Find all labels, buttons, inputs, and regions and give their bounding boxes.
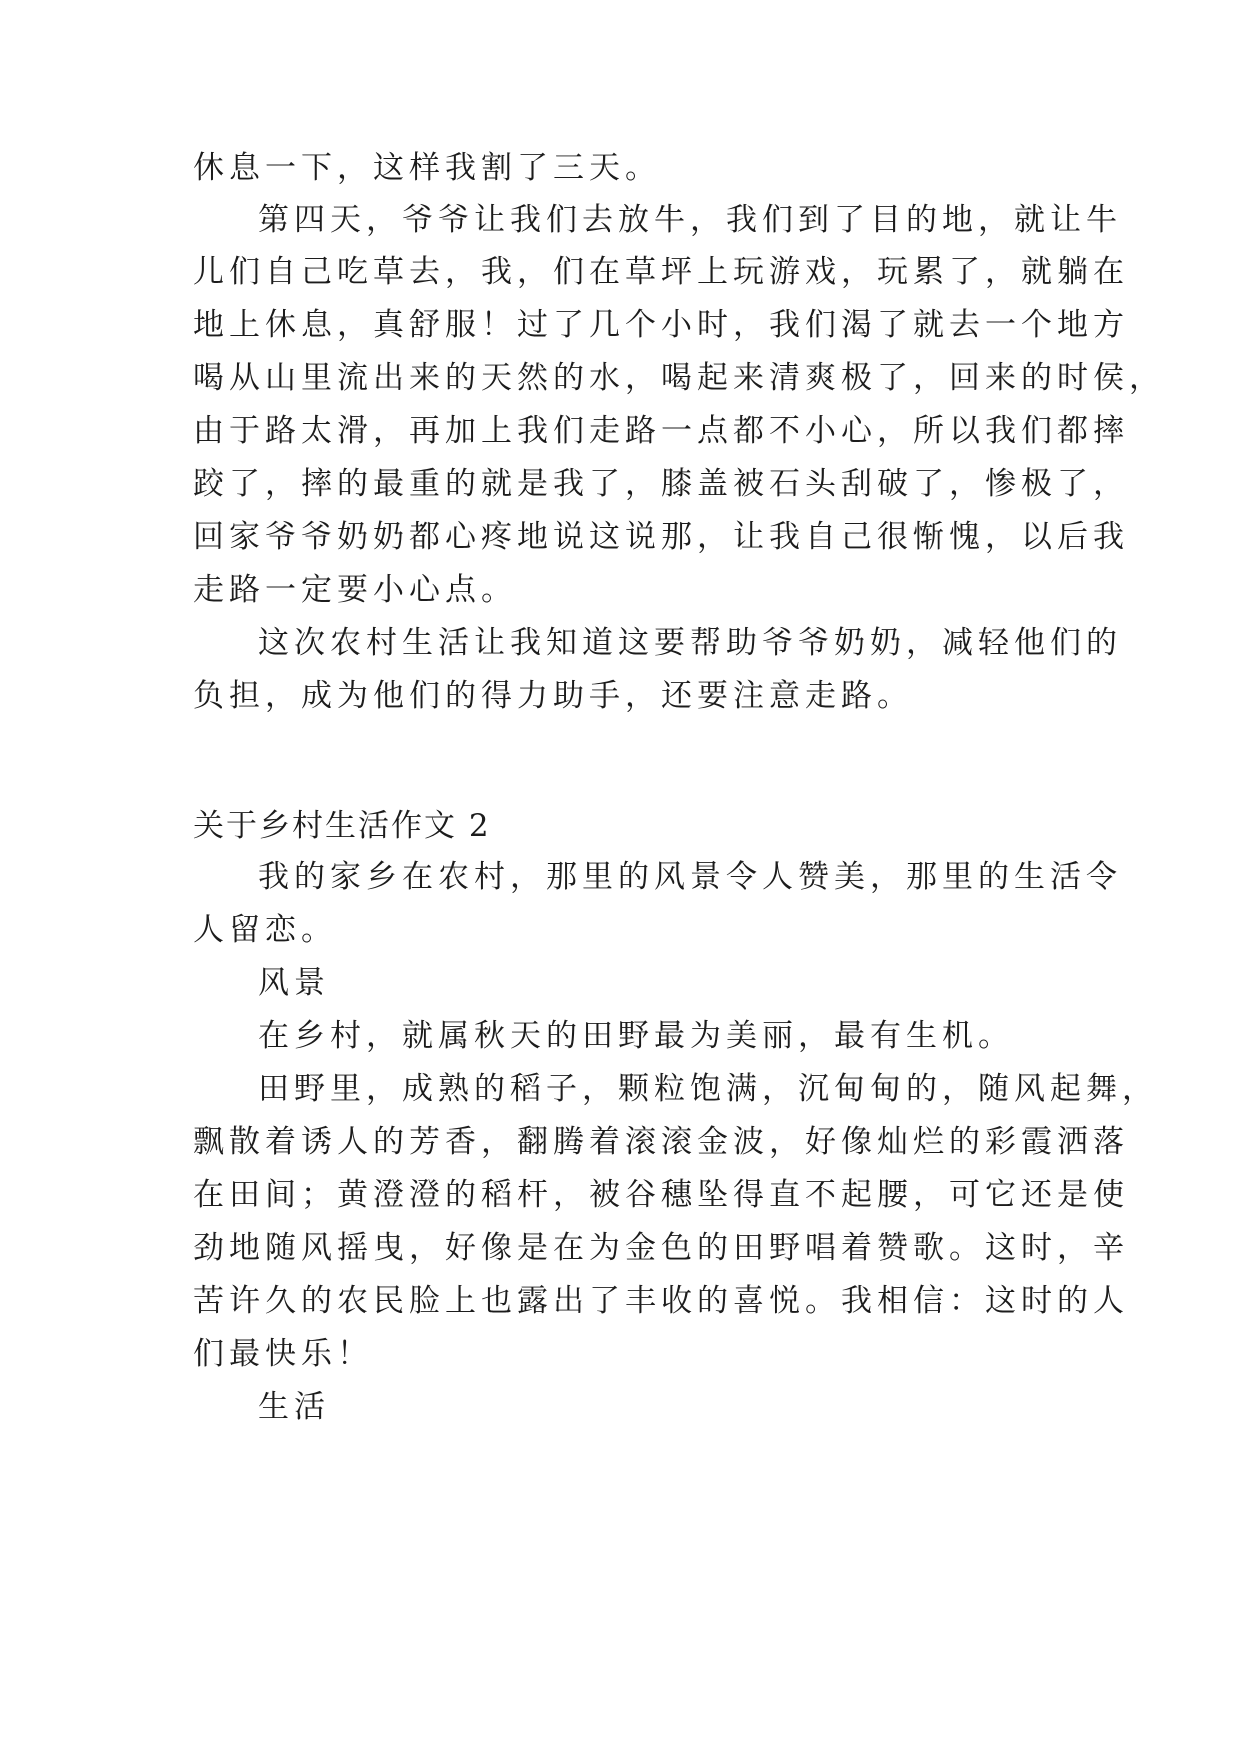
paragraph-line: 们最快乐！ — [193, 1336, 373, 1372]
paragraph-line: 我的家乡在农村，那里的风景令人赞美，那里的生活令 — [258, 859, 1122, 895]
paragraph-line: 在乡村，就属秋天的田野最为美丽，最有生机。 — [258, 1018, 1014, 1054]
paragraph-line: 儿们自己吃草去，我，们在草坪上玩游戏，玩累了，就躺在 — [193, 254, 1129, 290]
paragraph-line: 走路一定要小心点。 — [193, 572, 517, 608]
paragraph-line: 苦许久的农民脸上也露出了丰收的喜悦。我相信：这时的人 — [193, 1283, 1129, 1319]
paragraph-line: 喝从山里流出来的天然的水，喝起来清爽极了，回来的时侯， — [193, 360, 1165, 396]
paragraph-line: 田野里，成熟的稻子，颗粒饱满，沉甸甸的，随风起舞， — [258, 1071, 1158, 1107]
paragraph-line: 在田间；黄澄澄的稻杆，被谷穗坠得直不起腰，可它还是使 — [193, 1177, 1129, 1213]
subheading-life: 生活 — [258, 1389, 330, 1425]
paragraph-line: 飘散着诱人的芳香，翻腾着滚滚金波，好像灿烂的彩霞洒落 — [193, 1124, 1129, 1160]
subheading-scenery: 风景 — [258, 965, 330, 1001]
paragraph-line: 休息一下，这样我割了三天。 — [193, 150, 661, 186]
paragraph-line: 劲地随风摇曳，好像是在为金色的田野唱着赞歌。这时，辛 — [193, 1230, 1129, 1266]
paragraph-line: 地上休息，真舒服！过了几个小时，我们渴了就去一个地方 — [193, 307, 1129, 343]
section-title: 关于乡村生活作文 2 — [193, 808, 491, 844]
paragraph-line: 跤了，摔的最重的就是我了，膝盖被石头刮破了，惨极了， — [193, 466, 1129, 502]
paragraph-line: 回家爷爷奶奶都心疼地说这说那，让我自己很惭愧，以后我 — [193, 519, 1129, 555]
paragraph-line: 负担，成为他们的得力助手，还要注意走路。 — [193, 678, 913, 714]
paragraph-line: 第四天，爷爷让我们去放牛，我们到了目的地，就让牛 — [258, 202, 1122, 238]
paragraph-line: 由于路太滑，再加上我们走路一点都不小心，所以我们都摔 — [193, 413, 1129, 449]
paragraph-line: 这次农村生活让我知道这要帮助爷爷奶奶，减轻他们的 — [258, 625, 1122, 661]
paragraph-line: 人留恋。 — [193, 912, 337, 948]
